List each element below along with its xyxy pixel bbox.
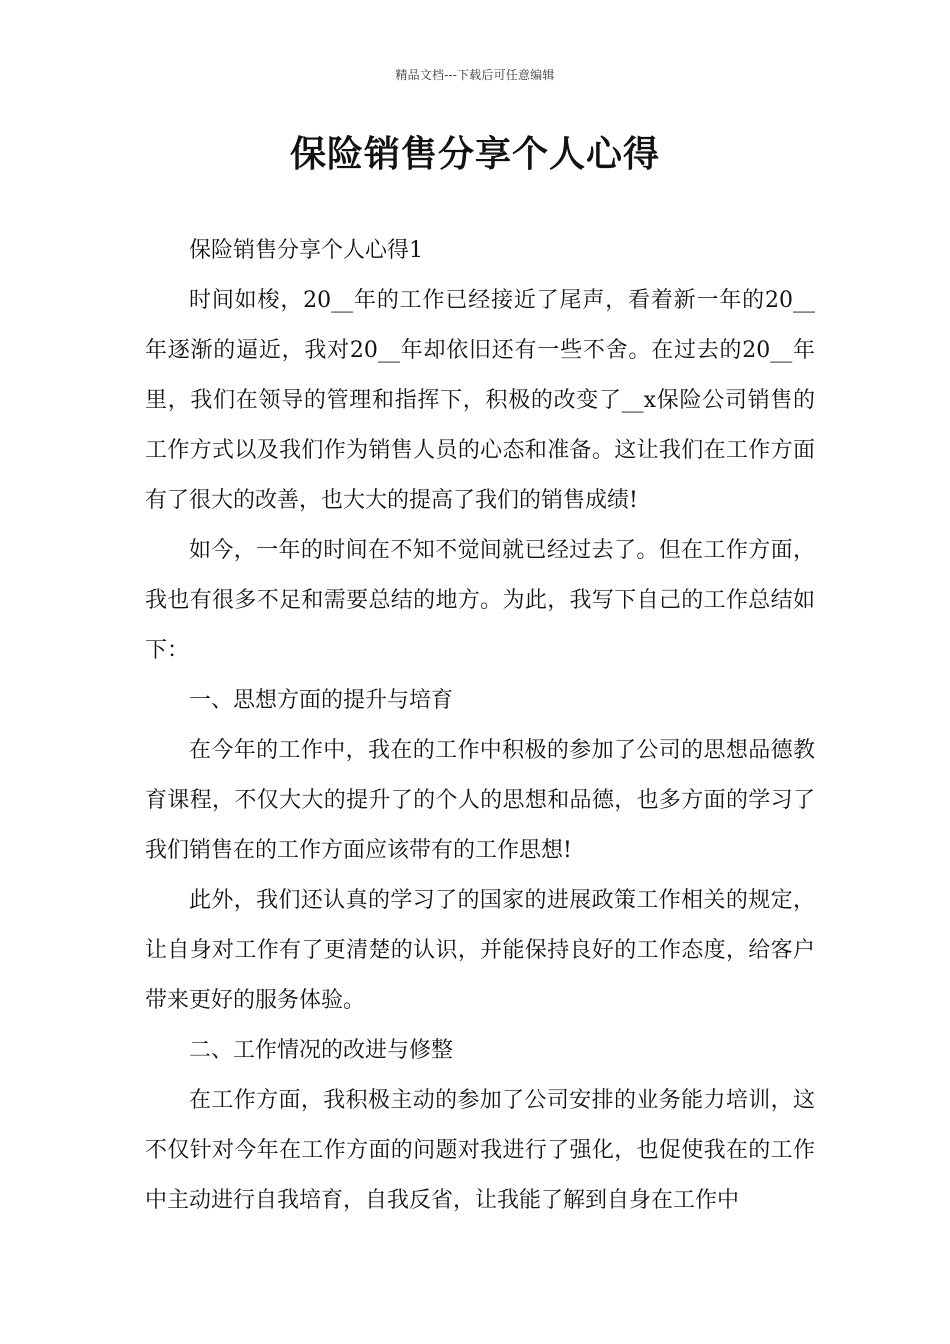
paragraph-subtitle: 保险销售分享个人心得1 [189,238,423,263]
paragraph: 如今，一年的时间在不知不觉间就已经过去了。但在工作方面，我也有很多不足和需要总结的地方。为此，我写下自己的工作总结如下： [145,538,815,663]
paragraph: 在工作方面，我积极主动的参加了公司安排的业务能力培训，这不仅针对今年在工作方面的问题对我进行了强化，也促使我在的工作中主动进行自我培育，自我反省，让我能了解到自身在工作中 [145,1088,815,1213]
document-title: 保险销售分享个人心得 [289,134,660,175]
paragraph: 在今年的工作中，我在的工作中积极的参加了公司的思想品德教育课程，不仅大大的提升了的个人的思想和品德，也多方面的学习了我们销售在的工作方面应该带有的工作思想! [145,738,815,863]
section-heading-1: 一、思想方面的提升与培育 [189,688,454,713]
section-heading-2: 二、工作情况的改进与修整 [189,1038,454,1063]
header-note: 精品文档---下载后可任意编辑 [395,68,555,82]
paragraph: 时间如梭，20__年的工作已经接近了尾声，看着新一年的20__年逐渐的逼近，我对20__年却依旧还有一些不舍。在过去的20__年里，我们在领导的管理和指挥下，积极的改变了__x保险公司销售的工作方式以及我们作为销售人员的心态和准备。这让我们在工作方面有了很大的改善，也大大的提高了我们的销售成绩! [145,288,815,513]
document-body [145,226,815,1226]
paragraph: 此外，我们还认真的学习了的国家的进展政策工作相关的规定，让自身对工作有了更清楚的认识，并能保持良好的工作态度，给客户带来更好的服务体验。 [145,888,815,1013]
